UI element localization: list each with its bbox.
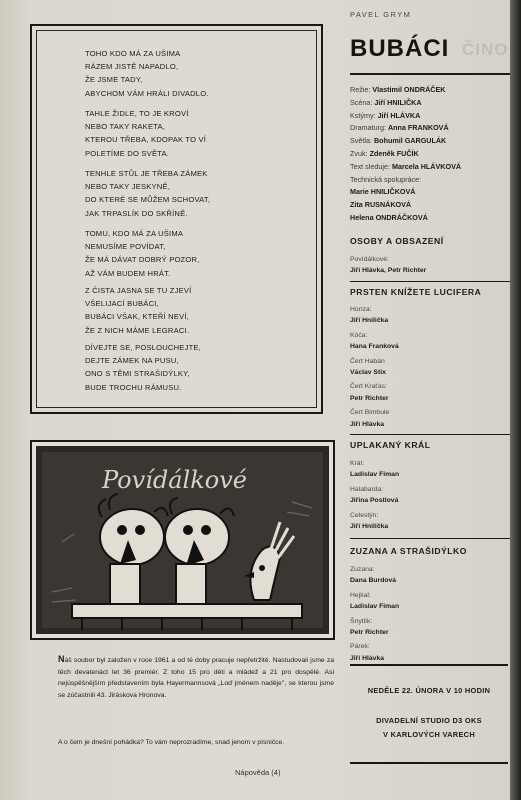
section-rule [350,538,510,539]
poem-stanza [85,227,320,280]
poem-line: Z ČISTA JASNA SE TU ZJEVÍ [85,286,192,295]
credit-value: Jiří HLÁVKA [377,110,421,120]
poem-line: RÁZEM JISTĚ NAPADLO, [85,62,179,72]
actor-name: Petr Richter [350,629,389,637]
poem-line: NEMUSÍME POVÍDAT, [85,242,166,252]
poem-line: TAHLE ŽIDLE, TO JE KROVÍ [85,109,189,118]
credit-label: Scéna: [350,97,373,107]
credit-row [350,161,510,174]
poem-stanza [85,47,320,100]
credit-label: Světla: [350,136,372,146]
poem-box [30,24,323,414]
actor-name: Ladislav Fiman [350,603,400,611]
credit-row [350,122,510,135]
poem-stanza [85,107,320,160]
tech-name: Helena ONDRÁČKOVÁ [350,212,428,222]
puppet-body-left [110,564,140,604]
credit-row [350,97,510,110]
role-name: Král: [350,460,364,467]
poem-line: TENHLE STŮL JE TŘEBA ZÁMEK [85,169,208,178]
credit-value: Anna FRANKOVÁ [387,123,449,133]
poem-line: ŽE JSME TADY, [85,75,143,85]
credit-row [350,84,510,97]
poem-line: POLETÍME DO SVĚTA. [85,148,170,158]
section-heading: OSOBY A OBSAZENÍ [350,236,444,246]
credit-label: Text sleduje: [350,161,390,171]
closing-paragraph: A o čem je dnešní pohádka? To vám neprozradíme, snad jenom v písničce. [58,739,285,746]
puppet-body-right [176,564,206,604]
poem-stanza [85,341,320,394]
credits-list [350,84,510,225]
section-heading: ZUZANA A STRAŠIDÝLKO [350,546,467,556]
role-name: Čert Kraťas: [350,383,387,391]
poem-stanza [85,167,320,220]
credit-label: Režie: [350,85,371,94]
section-heading: PRSTEN KNÍŽETE LUCIFERA [350,287,482,297]
poem-stanza [85,284,320,337]
section-rule [350,434,510,435]
credit-value: Vlastimil ONDRÁČEK [372,85,446,94]
credit-row [350,110,510,123]
poem-line: BUBÁCI VŠAK, KTEŘÍ NEVÍ, [85,312,189,322]
role-list [350,304,510,430]
poem-line: TOMU, KDO MÁ ZA UŠIMA [85,229,184,238]
author-name: PAVEL GRYM [350,10,412,19]
about-paragraph [58,654,334,701]
actor-name: Petr Richter [350,394,389,402]
credit-label: Zvuk: [350,148,368,158]
section-heading: UPLAKANÝ KRÁL [350,440,431,450]
poem-line: JAK TRPASLÍK DO SKŘÍNĚ. [85,208,188,218]
illustration-drawing [32,442,333,638]
actor-name: Hana Franková [350,343,399,351]
poem-line: BUDE TROCHU RÁMUSU. [85,382,182,392]
role-list [350,254,510,277]
illustration-table [72,604,302,618]
poem-line: TOHO KDO MÁ ZA UŠIMA [85,49,181,58]
role-name: Celestýn: [350,511,379,519]
credit-value: Marcela HLÁVKOVÁ [391,161,462,171]
poem-line: NEBO TAKY JESKYNĚ, [85,182,171,192]
poem-inner-frame [36,30,317,408]
role-name: Hejkal: [350,591,371,599]
poem-line: VŠELIJACÍ BUBÁCI, [85,299,159,309]
show-through-text: ČINO [462,40,509,59]
play-title: BUBÁCI [350,35,450,62]
poem-line: DÍVEJTE SE, POSLOUCHEJTE, [85,343,201,352]
actor-name: Jiří Hnilička [350,523,389,531]
credit-row [350,135,510,148]
poem-line: AŽ VÁM BUDEM HRÁT. [85,268,171,278]
actor-name: Jiří Hnilička [350,317,389,325]
about-text: áš soubor byl založen v roce 1961 a od té doby pracuje nepřetržitě. Nastudovali jsme za těch devatenáct let 36 premiér. Z toho 15 pro děti a mládež a 21 pro dospělé. Asi nejúspěšnějším představením byla Hayermannsová „Loď jménem naděje", se kterou jsme se zúčastnili 43. Jiráskova Hronova. [58,657,334,699]
role-list [350,458,510,532]
credit-label: Dramaturg: [350,123,386,133]
actor-name: Dana Burdová [350,577,397,585]
performance-info-box [350,664,508,764]
tech-label: Technická spolupráce: [350,174,422,184]
illustration [30,440,335,640]
role-list [350,564,510,664]
role-name: Šnytlík: [350,617,373,625]
role-name: Kóča: [350,331,368,339]
actor-name: Ladislav Fiman [350,471,400,479]
actor-name: Václav Stix [350,369,386,377]
role-name: Čert Bimbule [350,409,390,417]
poem-line: DEJTE ZÁMEK NA PUSU, [85,356,179,366]
actor-name: Jiří Hlávka, Petr Richter [350,267,427,275]
section-rule [350,281,510,282]
role-name: Zuzana: [350,566,375,573]
credit-value: Zdeněk FUČÍK [369,148,419,158]
role-name: Honza: [350,306,372,313]
venue-city: V KARLOVÝCH VARECH [383,730,475,739]
performance-date: NEDĚLE 22. ÚNORA V 10 HODIN [367,686,491,695]
poem-line: DO KTERÉ SE MŮŽEM SCHOVAT, [85,195,211,205]
actor-name: Jiří Hlávka [350,654,385,662]
credit-value: Jiří HNILIČKA [374,97,422,107]
credit-label: Kstýmy: [350,110,376,120]
actor-name: Jiří Hlávka [350,420,385,428]
role-name: Párek: [350,643,370,651]
tech-name: Zita RUSNÁKOVÁ [350,200,412,210]
tech-name: Marie HNILIČKOVÁ [350,187,416,197]
role-name: Halabarda: [350,485,384,493]
poem-line: ŽE MÁ DÁVAT DOBRÝ POZOR, [85,255,200,265]
poem-line: ONO S TĚMI STRAŠIDÝLKY, [85,369,190,379]
poem-line: ŽE Z NICH MÁME LEGRACI. [85,325,190,335]
venue-name: DIVADELNÍ STUDIO D3 OKS [376,716,482,725]
illustration-caption: Povídálkové [102,466,247,494]
drop-letter: N [58,654,65,664]
page-edge-shadow [510,0,521,800]
credit-row [350,148,510,161]
poem-line: NEBO TAKY RAKETA, [85,122,166,132]
poem-line: ABYCHOM VÁM HRÁLI DIVADLO. [85,88,209,98]
title-rule [350,73,510,75]
actor-name: Jiřina Postlová [350,497,399,505]
credit-value: Bohumil GARGULÁK [373,136,447,146]
page-footer: Nápověda (4) [235,768,281,777]
poem-line: KTEROU TŘEBA, KDOPAK TO VÍ [85,135,207,145]
role-name: Čert Habán [350,357,385,365]
role-name: Povídálkové: [350,256,389,263]
